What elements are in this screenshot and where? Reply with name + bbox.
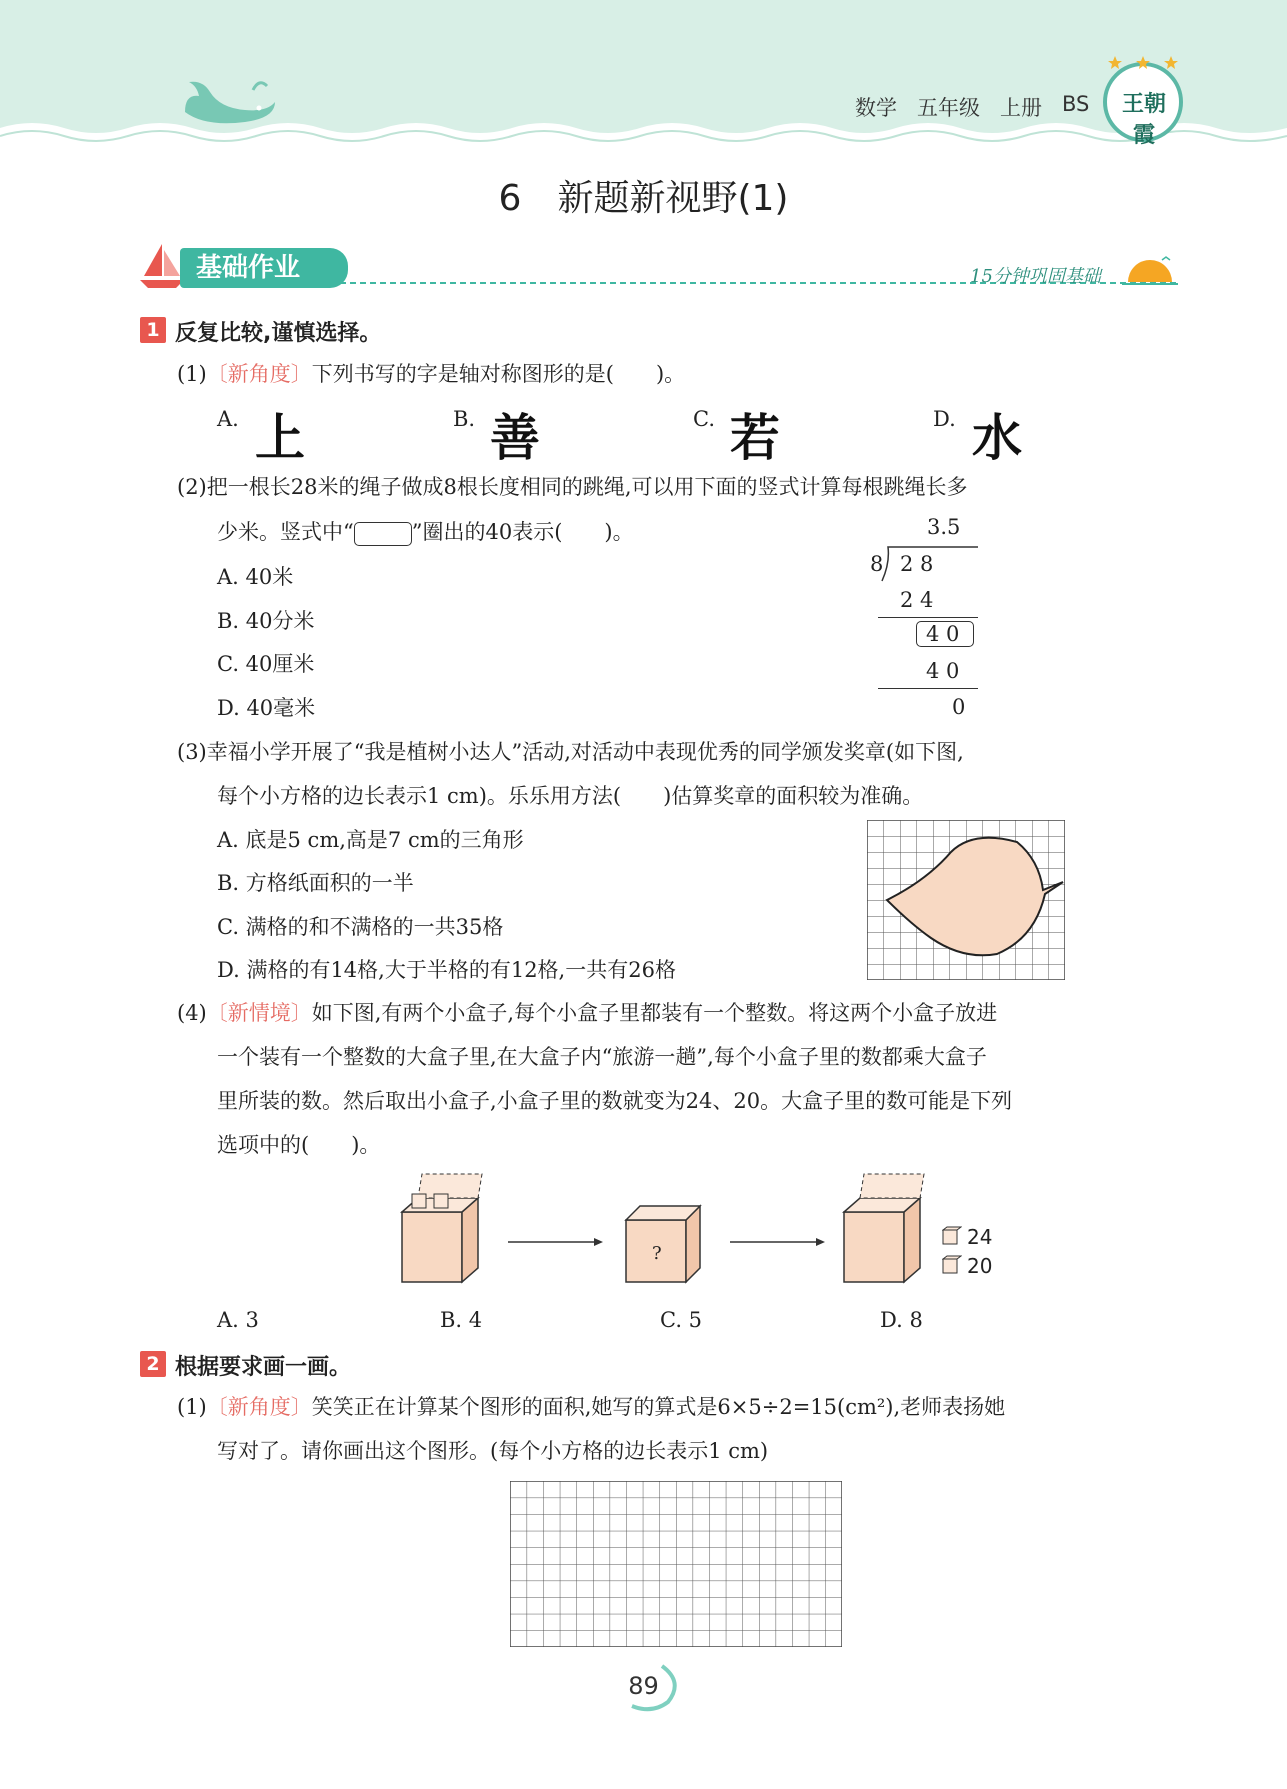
q2-1-prefix: (1) <box>177 1395 207 1419</box>
q1-1-option-a-label: A. <box>217 407 239 431</box>
q1-4-line2: 一个装有一个整数的大盒子里,在大盒子内“旅游一趟”,每个小盒子里的数都乘大盒子 <box>217 1045 987 1069</box>
drawing-grid[interactable] <box>510 1481 842 1647</box>
q1-2-option-c: C. 40厘米 <box>217 652 315 676</box>
q1-1-text: 下列书写的字是轴对称图形的是( )。 <box>311 362 686 386</box>
q1-1-option-c-char: 若 <box>730 409 780 467</box>
q1-2-line1: (2)把一根长28米的绳子做成8根长度相同的跳绳,可以用下面的竖式计算每根跳绳长多 <box>177 475 968 499</box>
result-20: 20 <box>967 1254 993 1278</box>
question-number: 1 <box>140 317 166 343</box>
division-sub1: 2 4 <box>900 588 934 612</box>
q1-1-option-b-char: 善 <box>490 409 540 467</box>
q1-3-option-a: A. 底是5 cm,高是7 cm的三角形 <box>217 828 524 852</box>
closed-box <box>622 1200 708 1286</box>
section-note: 15分钟巩固基础 <box>970 266 1101 287</box>
division-rem2: 0 <box>952 695 966 719</box>
q2-1-line1 <box>177 1393 1005 1421</box>
q1-1-tag: 〔新角度〕 <box>206 362 312 386</box>
leaf-grid-figure <box>867 820 1065 980</box>
sunset-icon <box>1122 254 1178 288</box>
result-24: 24 <box>967 1225 993 1249</box>
division-sub2: 4 0 <box>926 659 960 683</box>
q2-1-line2: 写对了。请你画出这个图形。(每个小方格的边长表示1 cm) <box>217 1439 769 1463</box>
header-volume: 上册 <box>1000 96 1042 120</box>
q1-4-option-c: C. 5 <box>660 1308 703 1332</box>
open-box-empty <box>840 1172 940 1284</box>
q1-4-line3: 里所装的数。然后取出小盒子,小盒子里的数就变为24、20。大盒子里的数可能是下列 <box>217 1089 1013 1113</box>
q1-1-option-d-char: 水 <box>972 409 1022 467</box>
question-heading: 反复比较,谨慎选择。 <box>175 321 382 346</box>
q1-1-option-b-label: B. <box>453 407 476 431</box>
q1-1-option-d-label: D. <box>933 407 956 431</box>
arrow-right-icon <box>730 1236 825 1248</box>
brand-name: 王朝霞 <box>1121 91 1166 148</box>
rounded-box-icon <box>354 522 412 546</box>
q1-4-prefix: (4) <box>177 1001 207 1025</box>
closed-box-mark: ? <box>652 1243 662 1264</box>
q1-2-option-a: A. 40米 <box>217 565 294 589</box>
header-subject: 数学 <box>855 96 897 120</box>
q1-1-stem <box>177 360 685 388</box>
q2-1-text: 笑笑正在计算某个图形的面积,她写的算式是6×5÷2=15(cm²),老师表扬她 <box>311 1395 1006 1419</box>
q1-3-option-d: D. 满格的有14格,大于半格的有12格,一共有26格 <box>217 958 676 982</box>
division-rem1: 4 0 <box>926 622 960 646</box>
q1-2-line2b: ”圈出的40表示( )。 <box>411 520 634 544</box>
q1-3-option-b: B. 方格纸面积的一半 <box>217 871 414 895</box>
division-rule <box>878 688 978 689</box>
q1-3-option-c: C. 满格的和不满格的一共35格 <box>217 915 504 939</box>
q1-4-text: 如下图,有两个小盒子,每个小盒子里都装有一个整数。将这两个小盒子放进 <box>311 1001 998 1025</box>
open-box-with-small-boxes <box>398 1172 498 1284</box>
q1-3-line1: (3)幸福小学开展了“我是植树小达人”活动,对活动中表现优秀的同学颁发奖章(如下图, <box>177 740 964 764</box>
q1-1-option-c-label: C. <box>693 407 715 431</box>
q2-1-tag: 〔新角度〕 <box>206 1395 312 1419</box>
sailboat-icon <box>140 242 184 290</box>
q1-4-option-d: D. 8 <box>880 1308 923 1332</box>
q1-1-option-a-char: 上 <box>255 409 305 467</box>
q1-2-line2 <box>217 518 634 546</box>
question-heading: 根据要求画一画。 <box>175 1355 352 1380</box>
star-icon <box>1108 56 1178 70</box>
q1-4-tag: 〔新情境〕 <box>206 1001 312 1025</box>
q1-2-option-d: D. 40毫米 <box>217 696 316 720</box>
q1-2-option-b: B. 40分米 <box>217 609 315 633</box>
q1-4-line4: 选项中的( )。 <box>217 1133 381 1157</box>
header-edition: BS <box>1062 92 1090 116</box>
q1-4-option-b: B. 4 <box>440 1308 483 1332</box>
small-box-icon <box>942 1255 962 1275</box>
small-box-icon <box>942 1226 962 1246</box>
page-title: 6 新题新视野(1) <box>498 178 789 219</box>
arrow-right-icon <box>508 1236 603 1248</box>
header-grade: 五年级 <box>917 96 980 120</box>
division-rule <box>878 617 978 618</box>
q1-3-line2: 每个小方格的边长表示1 cm)。乐乐用方法( )估算奖章的面积较为准确。 <box>217 784 924 808</box>
division-divisor: 8 <box>870 552 884 576</box>
q1-1-prefix: (1) <box>177 362 207 386</box>
page-number: 89 <box>628 1672 659 1700</box>
question-number: 2 <box>140 1351 166 1377</box>
q1-4-option-a: A. 3 <box>217 1308 259 1332</box>
q1-4-line1 <box>177 999 997 1027</box>
section-banner: 基础作业 <box>180 248 348 288</box>
q1-2-line2a: 少米。竖式中“ <box>217 520 354 544</box>
whale-icon <box>175 72 285 132</box>
division-quotient: 3.5 <box>927 515 961 539</box>
division-dividend: 2 8 <box>900 552 934 576</box>
